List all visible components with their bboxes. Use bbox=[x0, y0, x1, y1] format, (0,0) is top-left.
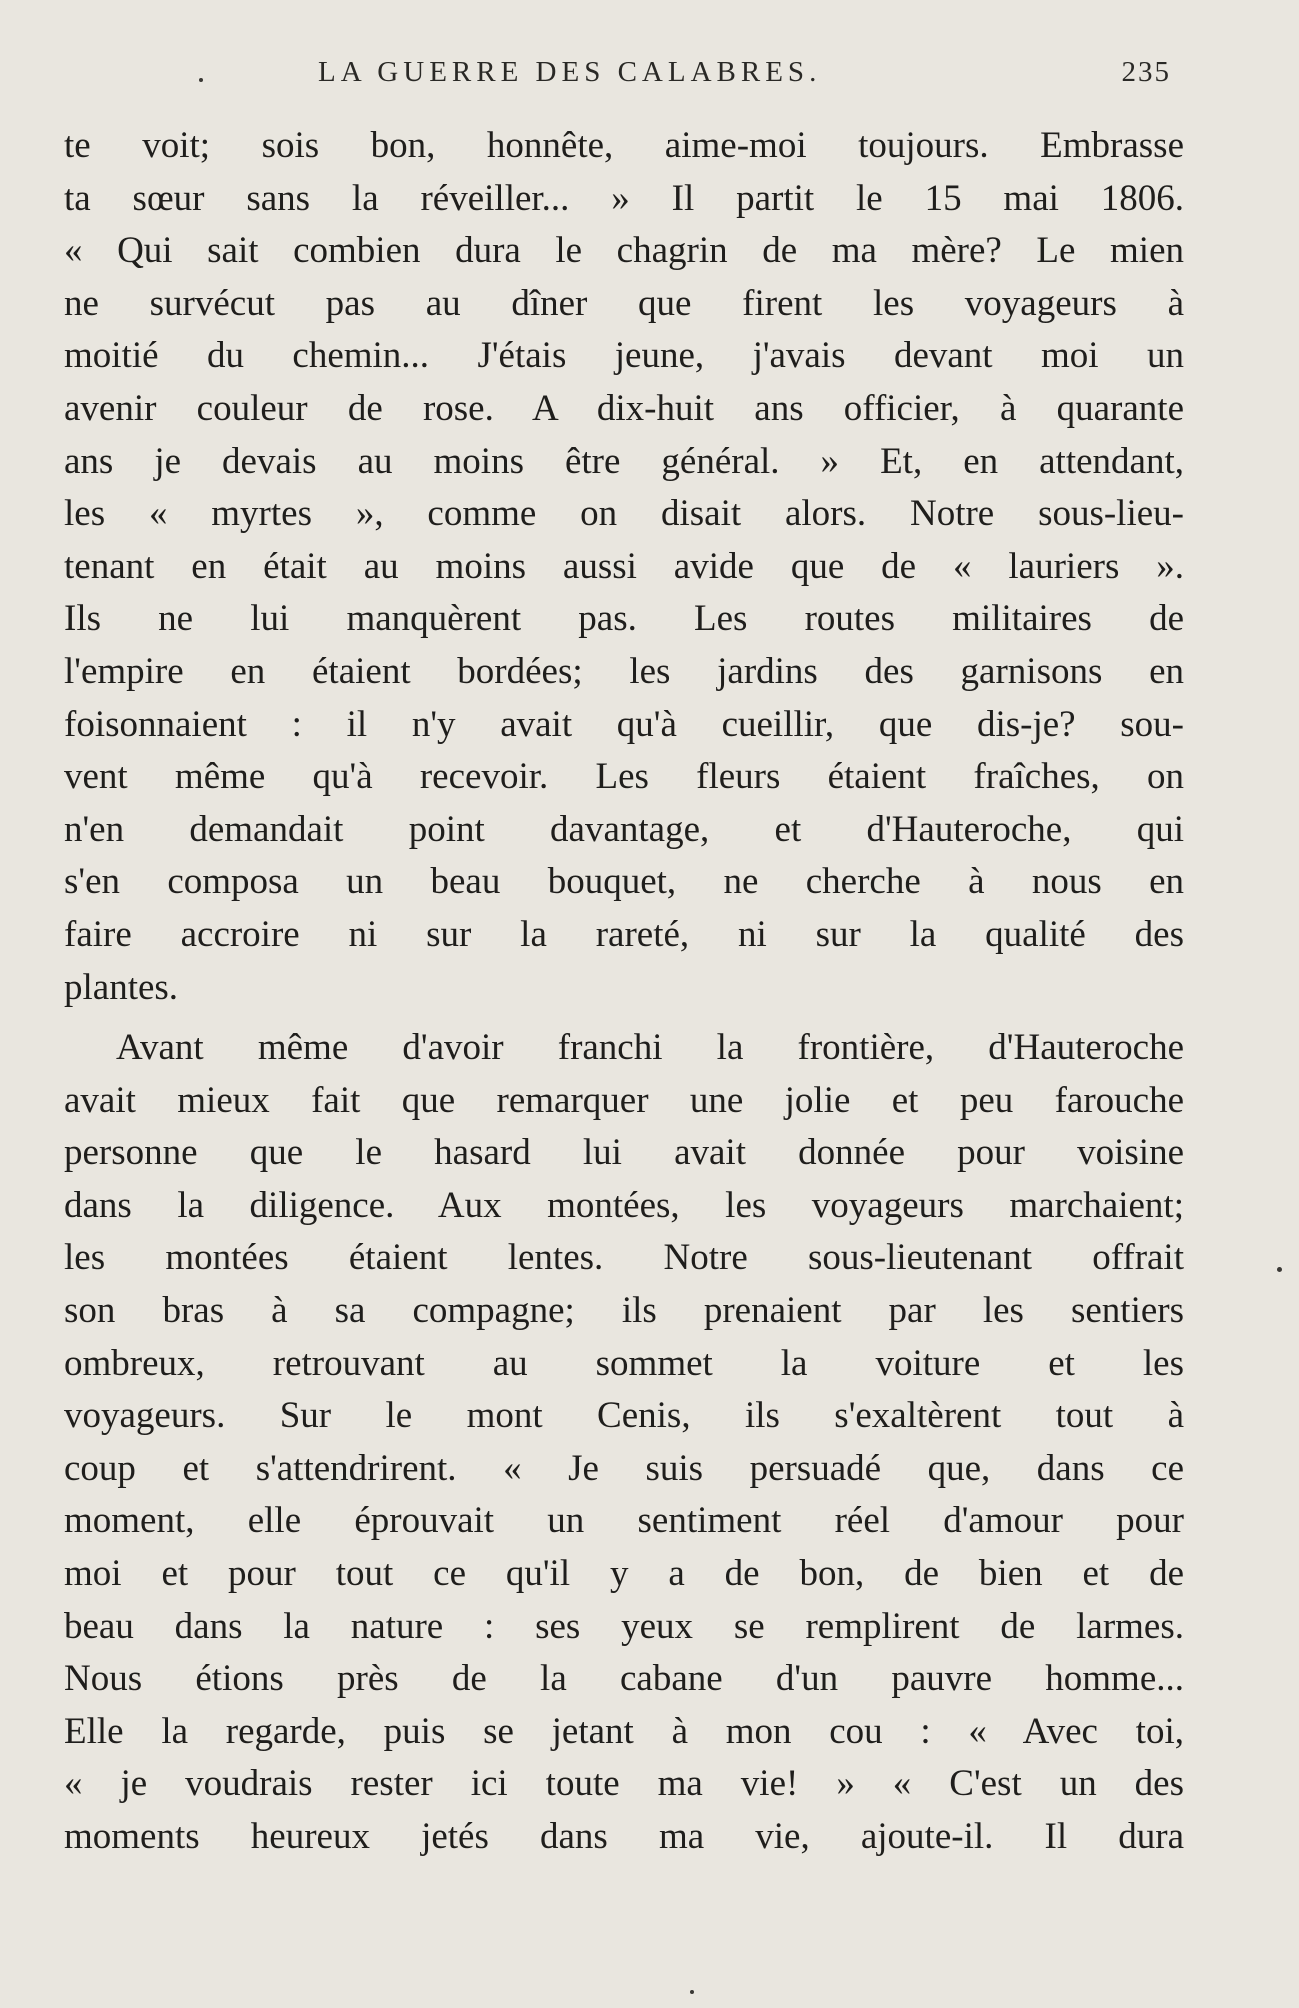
text-line: plantes. bbox=[64, 966, 179, 1008]
text-line: Nous étions près de la cabane d'un pauvre homme... bbox=[64, 1658, 1184, 1700]
page-number: 235 bbox=[1121, 56, 1171, 88]
text-line: moitié du chemin... J'étais jeune, j'avais devant moi un bbox=[64, 335, 1184, 377]
paragraph-2 bbox=[64, 1022, 1184, 1864]
text-line: les « myrtes », comme on disait alors. Notre sous-lieu- bbox=[64, 493, 1184, 535]
text-line: avait mieux fait que remarquer une jolie et peu farouche bbox=[64, 1079, 1184, 1121]
text-line: vent même qu'à recevoir. Les fleurs étaient fraîches, on bbox=[64, 756, 1184, 798]
text-line: beau dans la nature : ses yeux se remplirent de larmes. bbox=[64, 1605, 1184, 1647]
text-line: dans la diligence. Aux montées, les voyageurs marchaient; bbox=[64, 1184, 1184, 1226]
text-line: Avant même d'avoir franchi la frontière, d'Hauteroche bbox=[116, 1027, 1184, 1069]
body-text bbox=[64, 120, 1184, 1864]
text-line: l'empire en étaient bordées; les jardins des garnisons en bbox=[64, 650, 1184, 692]
text-line: Ils ne lui manquèrent pas. Les routes militaires de bbox=[64, 598, 1184, 640]
text-line: moment, elle éprouvait un sentiment réel d'amour pour bbox=[64, 1500, 1184, 1542]
text-line: n'en demandait point davantage, et d'Hauteroche, qui bbox=[64, 808, 1184, 850]
ink-speck bbox=[1277, 1267, 1282, 1272]
text-line: avenir couleur de rose. A dix-huit ans officier, à quarante bbox=[64, 387, 1184, 429]
ink-speck bbox=[690, 1990, 694, 1994]
text-line: tenant en était au moins aussi avide que de « lauriers ». bbox=[64, 545, 1184, 587]
text-line: « Qui sait combien dura le chagrin de ma mère? Le mien bbox=[64, 230, 1184, 272]
paragraph-1 bbox=[64, 120, 1184, 1014]
ink-speck bbox=[199, 78, 203, 82]
text-line: voyageurs. Sur le mont Cenis, ils s'exaltèrent tout à bbox=[64, 1395, 1184, 1437]
text-line: ta sœur sans la réveiller... » Il partit le 15 mai 1806. bbox=[64, 177, 1184, 219]
text-line: moi et pour tout ce qu'il y a de bon, de bien et de bbox=[64, 1553, 1184, 1595]
text-line: « je voudrais rester ici toute ma vie! » « C'est un des bbox=[64, 1763, 1184, 1805]
text-line: foisonnaient : il n'y avait qu'à cueillir, que dis-je? sou- bbox=[64, 703, 1184, 745]
text-line: s'en composa un beau bouquet, ne cherche à nous en bbox=[64, 861, 1184, 903]
paragraph-gap bbox=[64, 1014, 1184, 1022]
running-title: LA GUERRE DES CALABRES. bbox=[318, 56, 822, 88]
text-line: les montées étaient lentes. Notre sous-lieutenant offrait bbox=[64, 1237, 1184, 1279]
text-line: coup et s'attendrirent. « Je suis persuadé que, dans ce bbox=[64, 1447, 1184, 1489]
text-line: ombreux, retrouvant au sommet la voiture et les bbox=[64, 1342, 1184, 1384]
text-line: ne survécut pas au dîner que firent les voyageurs à bbox=[64, 282, 1184, 324]
text-line: faire accroire ni sur la rareté, ni sur la qualité des bbox=[64, 913, 1184, 955]
text-line: personne que le hasard lui avait donnée pour voisine bbox=[64, 1132, 1184, 1174]
text-line: te voit; sois bon, honnête, aime-moi toujours. Embrasse bbox=[64, 125, 1184, 166]
text-line: moments heureux jetés dans ma vie, ajoute-il. Il dura bbox=[64, 1816, 1184, 1857]
text-line: Elle la regarde, puis se jetant à mon cou : « Avec toi, bbox=[64, 1710, 1184, 1752]
text-line: ans je devais au moins être général. » Et, en attendant, bbox=[64, 440, 1184, 482]
text-line: son bras à sa compagne; ils prenaient par les sentiers bbox=[64, 1290, 1184, 1332]
running-head bbox=[0, 56, 1299, 102]
